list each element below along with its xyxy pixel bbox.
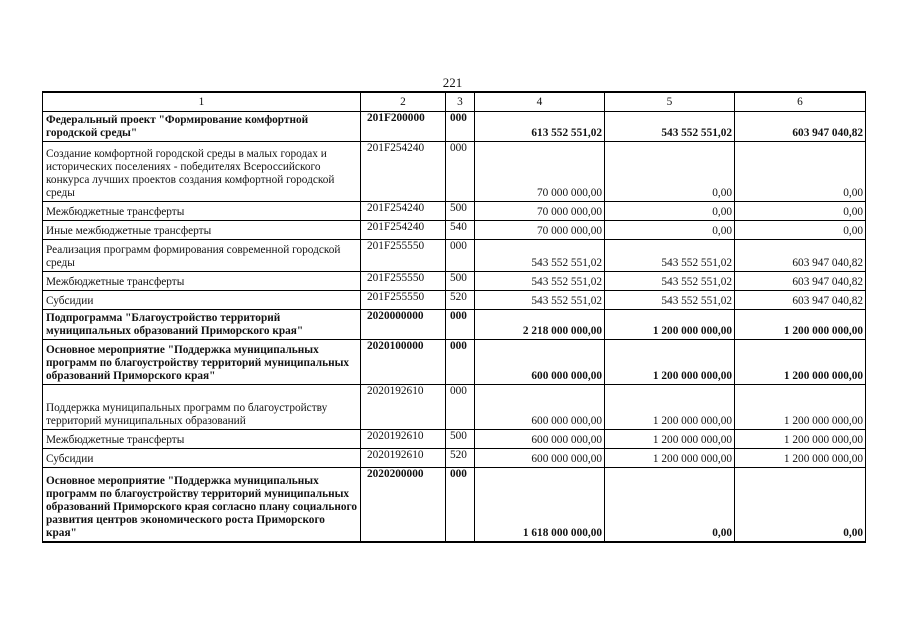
row-value-5: 0,00 (605, 468, 735, 542)
row-type: 000 (446, 340, 475, 385)
row-value-6: 1 200 000 000,00 (735, 310, 866, 340)
row-type: 000 (446, 112, 475, 142)
row-value-5: 1 200 000 000,00 (605, 449, 735, 468)
row-type: 000 (446, 142, 475, 202)
row-name: Основное мероприятие "Поддержка муниципальных программ по благоустройству территорий муниципальных образований Приморского края согласно плану социального развития центров экономического роста Приморского края" (43, 468, 361, 542)
row-code: 2020192610 (361, 385, 446, 430)
header-cell-6: 6 (735, 92, 866, 112)
row-value-4: 543 552 551,02 (475, 240, 605, 272)
header-cell-5: 5 (605, 92, 735, 112)
row-code: 201F200000 (361, 112, 446, 142)
row-name: Подпрограмма "Благоустройство территорий муниципальных образований Приморского края" (43, 310, 361, 340)
page-number: 221 (442, 75, 463, 90)
row-value-6: 0,00 (735, 221, 866, 240)
row-code: 2020000000 (361, 310, 446, 340)
row-value-6: 603 947 040,82 (735, 291, 866, 310)
header-cell-4: 4 (475, 92, 605, 112)
budget-table (42, 91, 866, 543)
row-value-5: 1 200 000 000,00 (605, 340, 735, 385)
row-value-5: 543 552 551,02 (605, 112, 735, 142)
row-type: 520 (446, 291, 475, 310)
row-value-4: 600 000 000,00 (475, 449, 605, 468)
row-name: Иные межбюджетные трансферты (43, 221, 361, 240)
row-name: Создание комфортной городской среды в малых городах и исторических поселениях - победителях Всероссийского конкурса лучших проектов создания комфортной городской среды (43, 142, 361, 202)
row-value-4: 70 000 000,00 (475, 202, 605, 221)
row-name: Межбюджетные трансферты (43, 430, 361, 449)
row-type: 000 (446, 240, 475, 272)
table-row (43, 240, 866, 272)
table-row (43, 272, 866, 291)
row-value-4: 1 618 000 000,00 (475, 468, 605, 542)
row-code: 201F254240 (361, 202, 446, 221)
table-row (43, 291, 866, 310)
row-value-6: 1 200 000 000,00 (735, 340, 866, 385)
header-cell-2: 2 (361, 92, 446, 112)
row-value-4: 600 000 000,00 (475, 385, 605, 430)
row-type: 520 (446, 449, 475, 468)
row-value-6: 1 200 000 000,00 (735, 430, 866, 449)
row-value-6: 1 200 000 000,00 (735, 385, 866, 430)
row-name: Межбюджетные трансферты (43, 202, 361, 221)
row-value-6: 0,00 (735, 142, 866, 202)
row-code: 201F254240 (361, 221, 446, 240)
row-value-6: 0,00 (735, 468, 866, 542)
row-type: 500 (446, 272, 475, 291)
row-type: 500 (446, 430, 475, 449)
row-value-5: 0,00 (605, 202, 735, 221)
row-value-5: 543 552 551,02 (605, 272, 735, 291)
row-value-5: 0,00 (605, 221, 735, 240)
row-value-4: 2 218 000 000,00 (475, 310, 605, 340)
row-type: 000 (446, 310, 475, 340)
row-name: Межбюджетные трансферты (43, 272, 361, 291)
row-name: Основное мероприятие "Поддержка муниципальных программ по благоустройству территорий муниципальных образований Приморского края" (43, 340, 361, 385)
row-value-4: 600 000 000,00 (475, 340, 605, 385)
row-name: Субсидии (43, 291, 361, 310)
row-value-6: 1 200 000 000,00 (735, 449, 866, 468)
header-row (43, 92, 866, 112)
row-type: 540 (446, 221, 475, 240)
row-value-6: 603 947 040,82 (735, 272, 866, 291)
row-type: 000 (446, 468, 475, 542)
row-type: 500 (446, 202, 475, 221)
table-row (43, 449, 866, 468)
table-row (43, 468, 866, 542)
row-value-6: 0,00 (735, 202, 866, 221)
table-row (43, 221, 866, 240)
row-name: Субсидии (43, 449, 361, 468)
row-code: 2020192610 (361, 430, 446, 449)
row-name: Поддержка муниципальных программ по благоустройству территорий муниципальных образований (43, 385, 361, 430)
row-type: 000 (446, 385, 475, 430)
row-value-5: 1 200 000 000,00 (605, 430, 735, 449)
row-code: 201F255550 (361, 272, 446, 291)
table-row (43, 202, 866, 221)
row-name: Реализация программ формирования современной городской среды (43, 240, 361, 272)
row-code: 2020100000 (361, 340, 446, 385)
table-row (43, 310, 866, 340)
row-value-5: 1 200 000 000,00 (605, 385, 735, 430)
row-value-4: 543 552 551,02 (475, 272, 605, 291)
table-row (43, 430, 866, 449)
row-code: 201F255550 (361, 240, 446, 272)
row-value-4: 600 000 000,00 (475, 430, 605, 449)
row-value-4: 70 000 000,00 (475, 142, 605, 202)
row-value-5: 543 552 551,02 (605, 240, 735, 272)
header-cell-1: 1 (43, 92, 361, 112)
row-value-5: 543 552 551,02 (605, 291, 735, 310)
table-row (43, 112, 866, 142)
row-code: 201F254240 (361, 142, 446, 202)
table-row (43, 385, 866, 430)
row-value-4: 613 552 551,02 (475, 112, 605, 142)
row-value-6: 603 947 040,82 (735, 240, 866, 272)
row-value-5: 0,00 (605, 142, 735, 202)
row-code: 2020192610 (361, 449, 446, 468)
row-code: 2020200000 (361, 468, 446, 542)
table-row (43, 142, 866, 202)
row-value-4: 70 000 000,00 (475, 221, 605, 240)
header-cell-3: 3 (446, 92, 475, 112)
row-code: 201F255550 (361, 291, 446, 310)
table-row (43, 340, 866, 385)
row-value-4: 543 552 551,02 (475, 291, 605, 310)
row-value-5: 1 200 000 000,00 (605, 310, 735, 340)
row-value-6: 603 947 040,82 (735, 112, 866, 142)
row-name: Федеральный проект "Формирование комфортной городской среды" (43, 112, 361, 142)
